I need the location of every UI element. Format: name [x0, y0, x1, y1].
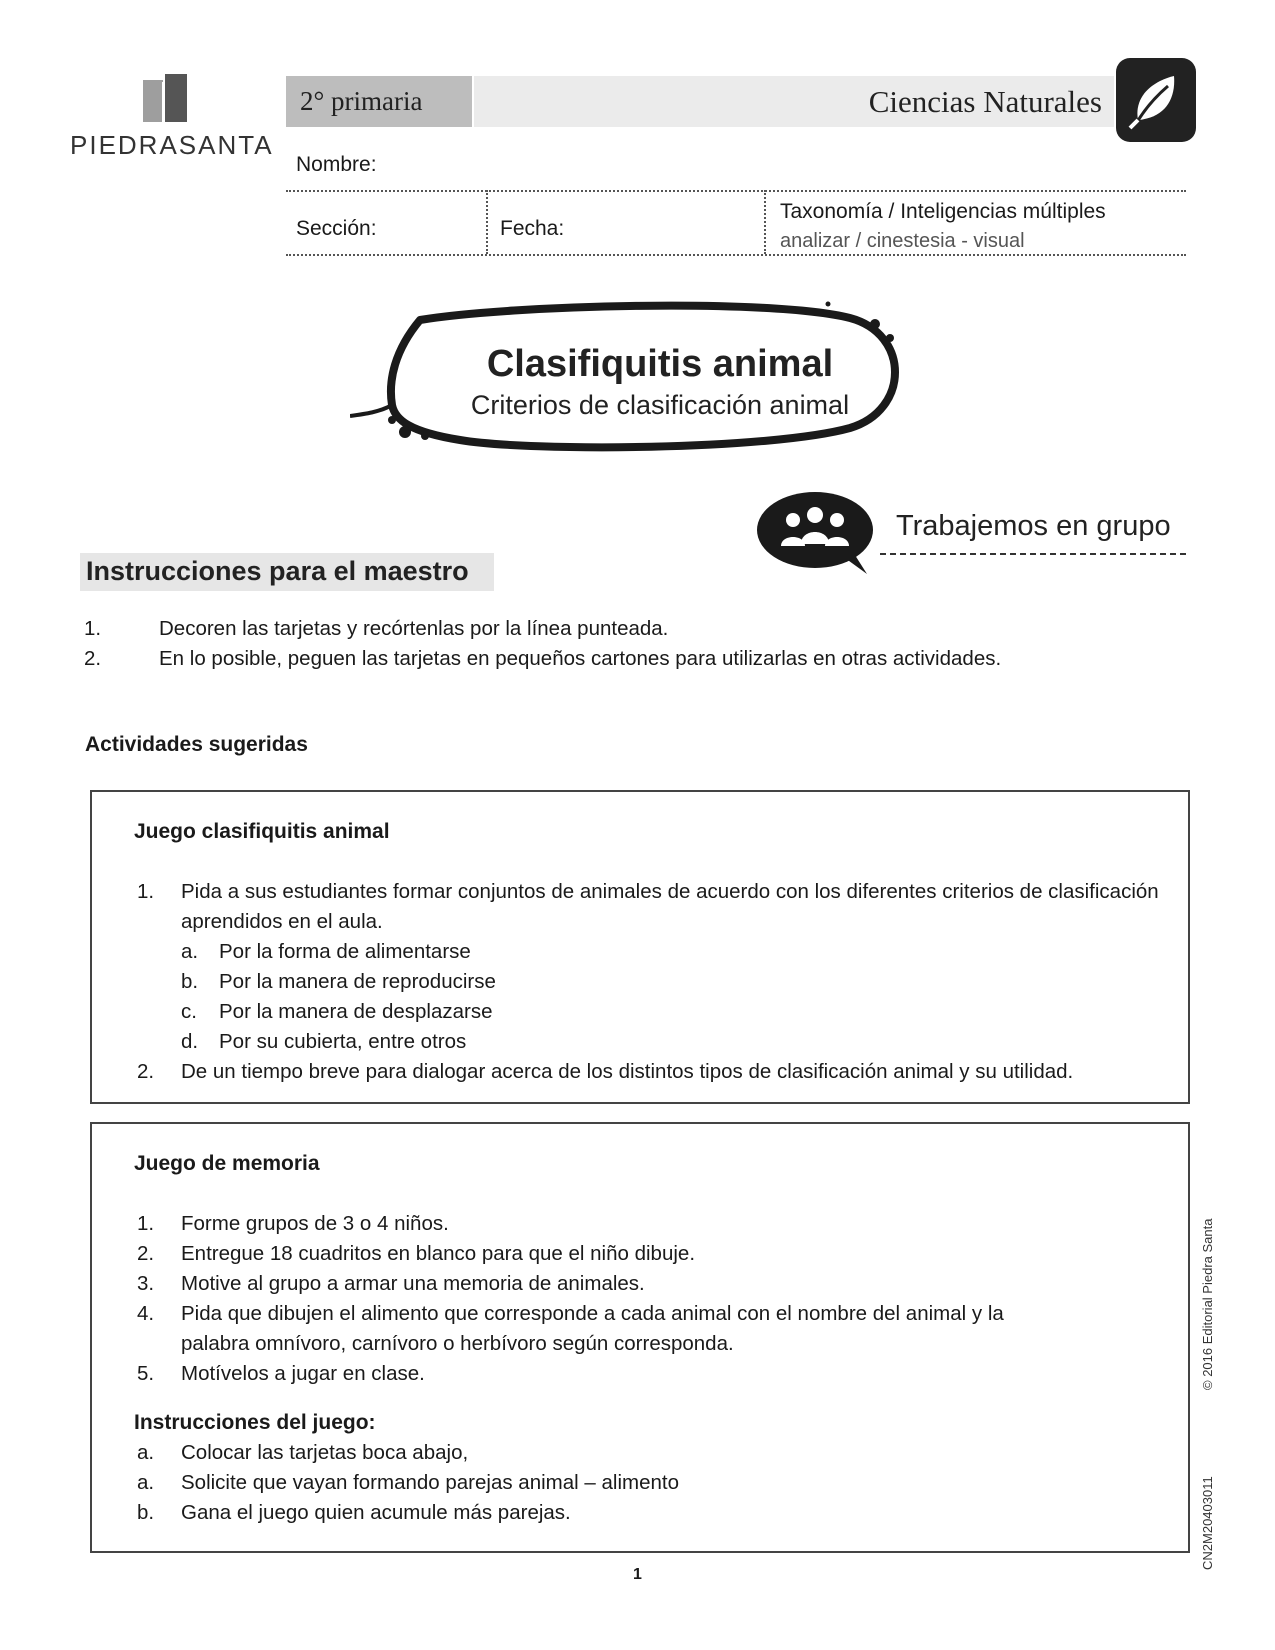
taxonomy-subtitle: analizar / cinestesia - visual	[780, 230, 1025, 252]
list-item: d. Por su cubierta, entre otros	[181, 1030, 467, 1053]
page-subtitle: Criterios de clasificación animal	[470, 390, 850, 420]
group-work-label: Trabajemos en grupo	[896, 510, 1171, 542]
section-field-label: Sección:	[296, 217, 377, 240]
activity-title: Juego de memoria	[134, 1152, 320, 1175]
taxonomy-title: Taxonomía / Inteligencias múltiples	[780, 200, 1106, 223]
divider	[286, 190, 1186, 192]
list-item: b. Por la manera de reproducirse	[181, 970, 496, 993]
divider	[764, 190, 766, 254]
copyright-note: © 2016 Editorial Piedra Santa	[1200, 1218, 1215, 1390]
activity-list	[137, 877, 1177, 1087]
list-item: 2. En lo posible, peguen las tarjetas en pequeños cartones para utilizarlas en otras actividades.	[84, 647, 1002, 670]
divider	[286, 254, 1186, 256]
divider	[486, 190, 488, 254]
list-item: c. Por la manera de desplazarse	[181, 1000, 493, 1023]
activity-title: Juego clasifiquitis animal	[134, 820, 390, 843]
list-item: a. Por la forma de alimentarse	[181, 940, 471, 963]
list-item: 1. Decoren las tarjetas y recórtenlas por la línea punteada.	[84, 617, 669, 640]
leaf-icon	[1116, 58, 1196, 142]
instructions-heading: Instrucciones para el maestro	[86, 556, 469, 586]
activities-heading: Actividades sugeridas	[85, 733, 308, 756]
list-item: 4. Pida que dibujen el alimento que corresponde a cada animal con el nombre del animal y la palabra omnívoro, carnívoro o herbívoro según corresponda.	[137, 1302, 1004, 1355]
name-field-label: Nombre:	[296, 153, 377, 176]
activity-list	[137, 1209, 1057, 1389]
rules-list	[137, 1438, 1177, 1528]
instructions-list	[84, 614, 1184, 674]
list-item: 2. Entregue 18 cuadritos en blanco para que el niño dibuje.	[137, 1242, 696, 1265]
sub-list	[181, 937, 1177, 1057]
publisher-name: PIEDRASANTA	[70, 130, 274, 160]
document-code: CN2M20403011	[1200, 1476, 1215, 1570]
list-item: a. Colocar las tarjetas boca abajo,	[137, 1441, 469, 1464]
list-item: b. Gana el juego quien acumule más parejas.	[137, 1501, 571, 1524]
list-item: 1. Pida a sus estudiantes formar conjuntos de animales de acuerdo con los diferentes criterios de clasificación aprendidos en el aula. a. Por la forma de alimentarse b. Por la manera de reproducirse c. Por la manera de desplazarse d. Por su cubierta, entre otros	[137, 877, 1177, 1057]
list-item: 5. Motívelos a jugar en clase.	[137, 1362, 425, 1385]
list-item: a. Solicite que vayan formando parejas animal – alimento	[137, 1471, 679, 1494]
list-item: 1. Forme grupos de 3 o 4 niños.	[137, 1212, 449, 1235]
rules-title: Instrucciones del juego:	[134, 1411, 376, 1434]
divider	[880, 553, 1186, 555]
list-item: 3. Motive al grupo a armar una memoria de animales.	[137, 1272, 645, 1295]
grade-label: 2° primaria	[300, 86, 423, 116]
subject-label: Ciencias Naturales	[868, 84, 1102, 119]
list-item: 2. De un tiempo breve para dialogar acerca de los distintos tipos de clasificación animal y su utilidad.	[137, 1060, 1074, 1083]
page-title: Clasifiquitis animal	[486, 343, 834, 385]
group-icon	[755, 490, 880, 582]
date-field-label: Fecha:	[500, 217, 565, 240]
page-number: 1	[633, 1566, 642, 1583]
title-bubble	[350, 300, 930, 475]
